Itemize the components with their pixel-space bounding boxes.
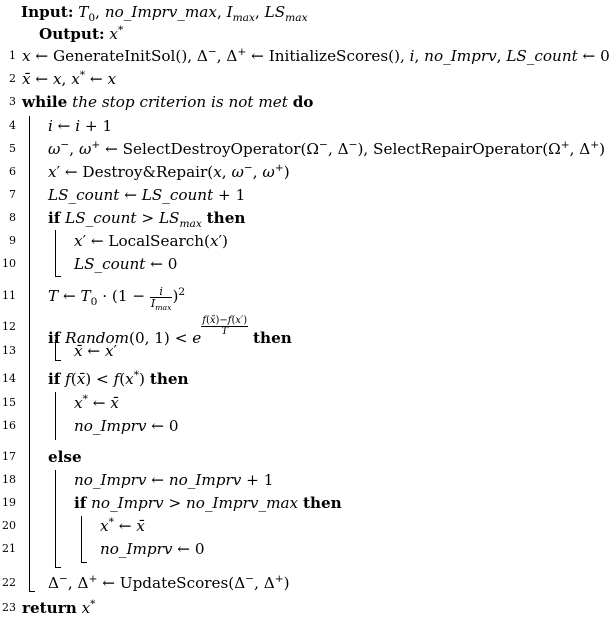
line-number: 14	[2, 372, 16, 385]
keyword-if: if	[48, 209, 61, 227]
keyword-else: else	[48, 448, 82, 466]
algorithm-line-11	[0, 284, 602, 312]
line-number: 21	[2, 542, 16, 555]
keyword-then: then	[302, 494, 342, 512]
line-number: 18	[2, 473, 16, 486]
line-number: 15	[2, 396, 16, 409]
algorithm-input-line	[0, 1, 602, 23]
algorithm-line-12	[0, 315, 602, 347]
else-block-hook	[55, 567, 61, 568]
line-number: 23	[2, 601, 16, 614]
line-number: 10	[2, 257, 16, 270]
line-number: 7	[9, 188, 16, 201]
line-text: no_Imprv ← no_Imprv + 1	[74, 471, 274, 489]
algorithm-line-21	[0, 538, 602, 560]
algorithm-line-20	[0, 515, 602, 537]
algorithm-line-3	[0, 91, 602, 113]
algorithm-line-14	[0, 368, 602, 390]
line-number: 12	[2, 320, 16, 333]
line-number: 8	[9, 211, 16, 224]
algorithm-line-16	[0, 415, 602, 437]
line-number: 19	[2, 496, 16, 509]
if-condition: f(x̄) < f(x*)	[65, 367, 145, 388]
input-label: Input:	[21, 3, 74, 21]
line-number: 2	[9, 72, 16, 85]
input-params: $T_0$, no_Imprv_max, $I_{max}$, $LS_{max}$	[78, 3, 308, 25]
algorithm-line-10	[0, 253, 602, 275]
algorithm-line-4	[0, 115, 602, 137]
line-text: no_Imprv ← 0	[74, 417, 179, 435]
algorithm-line-9	[0, 230, 602, 252]
loop-condition: the stop criterion is not met	[72, 93, 288, 111]
algorithm-line-19	[0, 492, 602, 514]
keyword-then: then	[253, 329, 292, 347]
line-number: 13	[2, 344, 16, 357]
line-text: i ← i + 1	[48, 117, 113, 135]
line-text: Δ−, Δ+ ← UpdateScores(Δ−, Δ+)	[48, 571, 290, 592]
line-number: 11	[2, 289, 16, 302]
algorithm-line-13	[0, 340, 602, 362]
algorithm-line-2	[0, 68, 602, 90]
keyword-return: return	[22, 599, 77, 617]
keyword-if: if	[48, 370, 61, 388]
line-text: ω−, ω+ ← SelectDestroyOperator(Ω−, Δ−), SelectRepairOperator(Ω+, Δ+)	[48, 137, 606, 158]
line-number: 3	[9, 95, 16, 108]
line-text: x* ← x̄	[100, 514, 145, 535]
algorithm-line-6	[0, 161, 602, 183]
algorithm-line-23	[0, 597, 602, 619]
line-text: no_Imprv ← 0	[100, 540, 205, 558]
algorithm-line-18	[0, 469, 602, 491]
algorithm-line-22	[0, 572, 602, 594]
output-label: Output:	[39, 25, 105, 43]
line-number: 17	[2, 450, 16, 463]
line-number: 5	[9, 142, 16, 155]
algorithm-line-7	[0, 184, 602, 206]
keyword-if: if	[48, 329, 61, 347]
if-block-hook	[81, 562, 87, 563]
line-text: x′ ← Destroy&Repair(x, ω−, ω+)	[48, 160, 290, 181]
keyword-then: then	[206, 209, 246, 227]
algorithm-line-1	[0, 44, 610, 67]
if-condition: LS_count > $LS_{max}$	[65, 209, 202, 231]
if-condition: no_Imprv > no_Imprv_max	[91, 494, 299, 512]
line-number: 6	[9, 165, 16, 178]
line-text: x̄ ← x′	[74, 342, 117, 360]
line-number: 1	[9, 49, 16, 62]
line-number: 22	[2, 576, 16, 589]
line-text: x′ ← LocalSearch(x′)	[74, 232, 228, 250]
line-text: x ← GenerateInitSol(), Δ−, Δ+ ← InitializeScores(), i, no_Imprv, LS_count ← 0	[22, 44, 610, 65]
keyword-do: do	[292, 93, 314, 111]
if-condition: Random(0, 1) < e $\frac{f(x̄)-f(x')}{T}$	[65, 315, 248, 347]
algorithm-line-15	[0, 392, 602, 414]
algorithm-line-5	[0, 137, 606, 160]
line-text: LS_count ← 0	[74, 255, 178, 273]
keyword-if: if	[74, 494, 87, 512]
line-number: 4	[9, 119, 16, 132]
algorithm-output-line	[0, 23, 602, 45]
keyword-then: then	[149, 370, 189, 388]
line-text: T ← $T_0 \cdot (1$ − $\frac{i}{I_{max}}$ )$^2$	[48, 284, 186, 312]
line-number: 9	[9, 234, 16, 247]
line-number: 20	[2, 519, 16, 532]
line-number: 16	[2, 419, 16, 432]
line-text: x̄ ← x, x* ← x	[22, 67, 117, 88]
line-text: LS_count ← LS_count + 1	[48, 186, 246, 204]
while-block-hook	[29, 591, 35, 592]
keyword-while: while	[22, 93, 68, 111]
if-block-hook	[55, 276, 61, 277]
output-value: x*	[109, 22, 124, 43]
algorithm-line-8	[0, 207, 602, 229]
return-value: x*	[81, 596, 96, 617]
algorithm-line-17	[0, 446, 602, 468]
line-text: x* ← x̄	[74, 391, 119, 412]
